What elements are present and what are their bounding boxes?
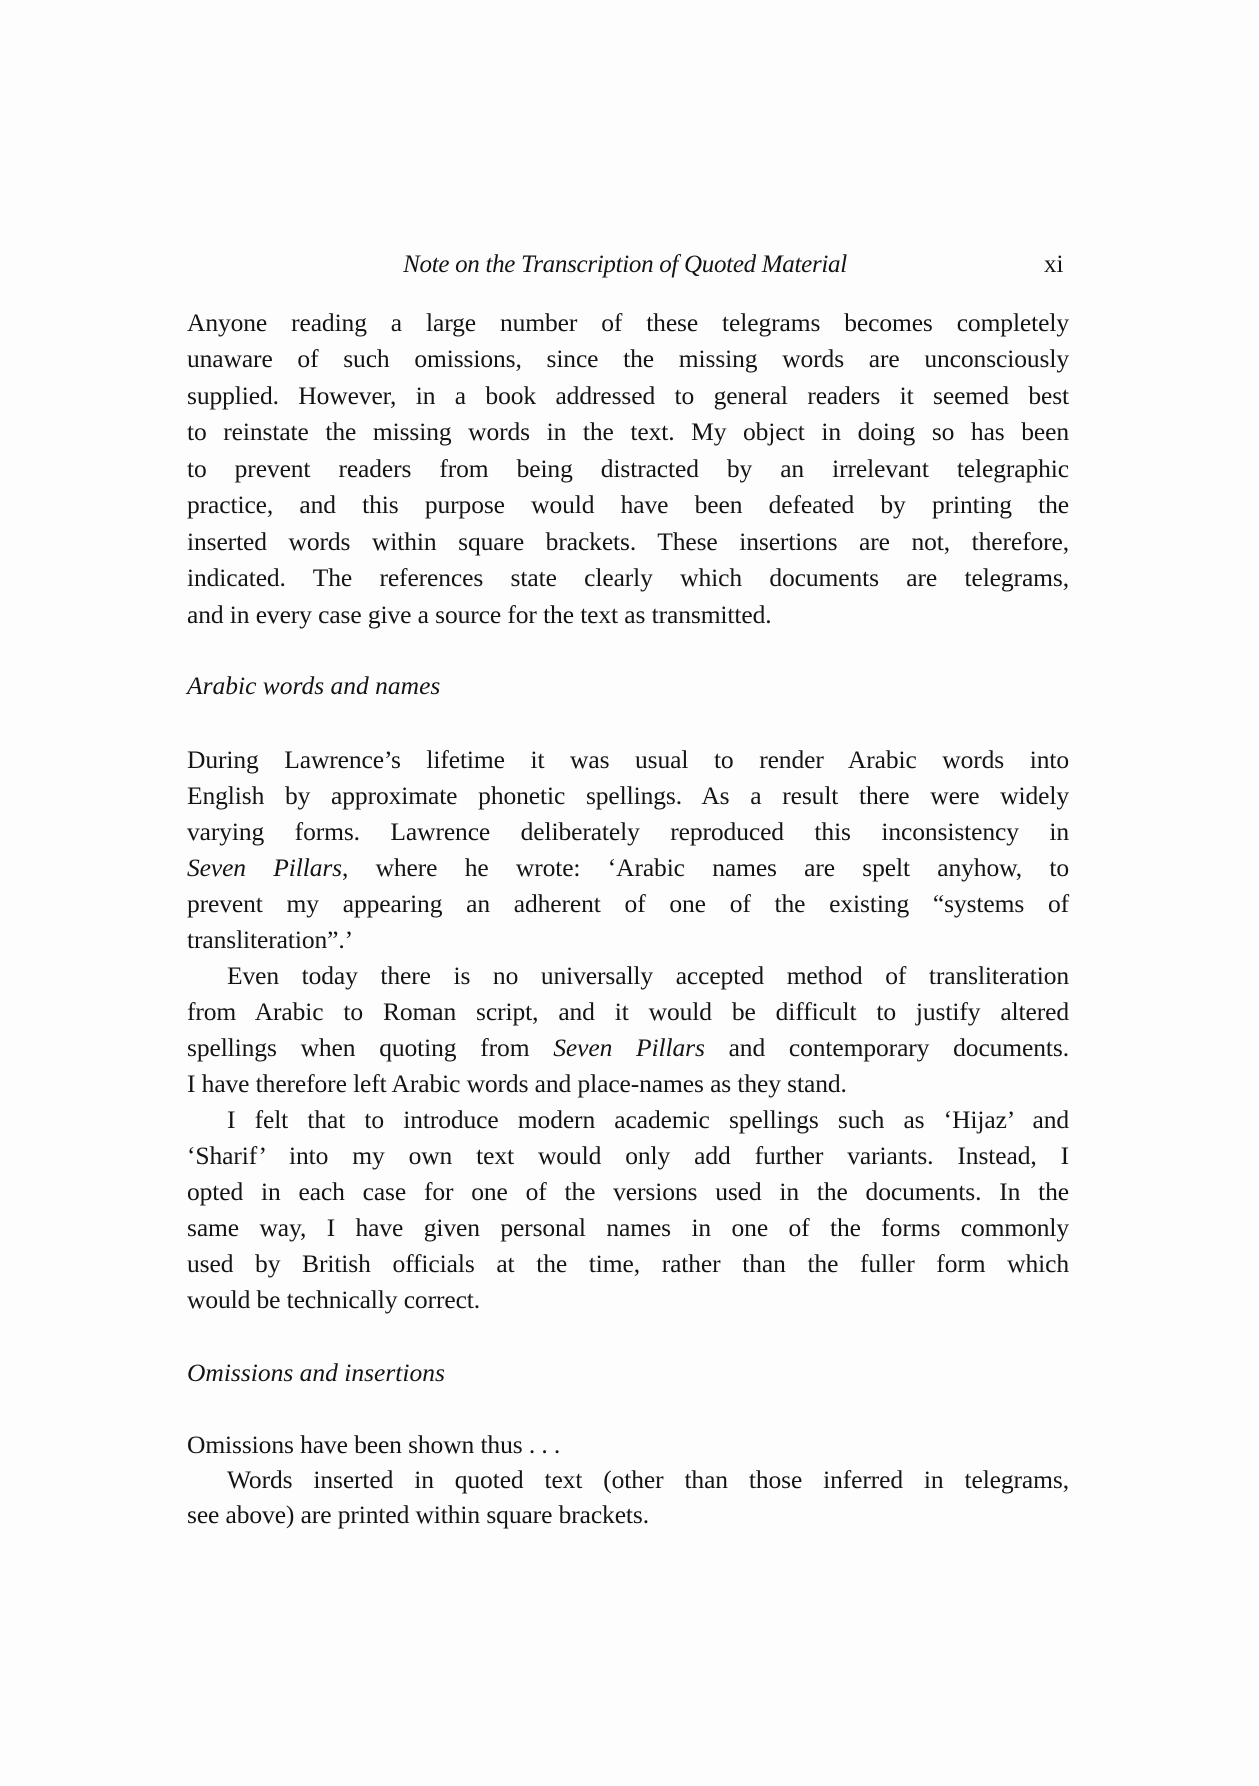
body-line-text: , where he wrote: ‘Arabic names are spelt anyhow, to xyxy=(342,853,1069,882)
body-line: varying forms. Lawrence deliberately reproduced this inconsistency in xyxy=(187,817,1069,846)
body-line xyxy=(187,853,1069,883)
body-line: used by British officials at the time, rather than the fuller form which xyxy=(187,1249,1069,1278)
body-line: Anyone reading a large number of these telegrams becomes completely xyxy=(187,308,1069,337)
body-line: indicated. The references state clearly which documents are telegrams, xyxy=(187,563,1069,592)
body-line: from Arabic to Roman script, and it would be difficult to justify altered xyxy=(187,997,1069,1026)
body-line: opted in each case for one of the versions used in the documents. In the xyxy=(187,1177,1069,1206)
section-heading-omissions: Omissions and insertions xyxy=(187,1358,445,1387)
body-line: unaware of such omissions, since the missing words are unconsciously xyxy=(187,344,1069,373)
running-header-title: Note on the Transcription of Quoted Material xyxy=(403,251,847,278)
body-line: Omissions have been shown thus . . . xyxy=(187,1430,561,1459)
body-line: would be technically correct. xyxy=(187,1285,481,1314)
body-line: ‘Sharif’ into my own text would only add further variants. Instead, I xyxy=(187,1141,1069,1170)
section-heading-arabic-words: Arabic words and names xyxy=(187,671,441,700)
body-line: and in every case give a source for the text as transmitted. xyxy=(187,600,772,629)
body-line xyxy=(187,1033,1069,1063)
body-line: prevent my appearing an adherent of one of the existing “systems of xyxy=(187,889,1069,918)
body-line-text: and contemporary documents. xyxy=(704,1033,1069,1062)
body-line: transliteration”.’ xyxy=(187,925,354,954)
body-line: supplied. However, in a book addressed to general readers it seemed best xyxy=(187,381,1069,410)
body-line: inserted words within square brackets. These insertions are not, therefore, xyxy=(187,527,1069,556)
body-line-text: spellings when quoting from xyxy=(187,1033,554,1062)
book-title-seven-pillars: Seven Pillars xyxy=(187,853,342,882)
body-line: I felt that to introduce modern academic spellings such as ‘Hijaz’ and xyxy=(227,1105,1069,1134)
body-line: see above) are printed within square brackets. xyxy=(187,1500,649,1529)
body-line: Even today there is no universally accepted method of transliteration xyxy=(227,961,1069,990)
body-line: to prevent readers from being distracted by an irrelevant telegraphic xyxy=(187,454,1069,483)
body-line: same way, I have given personal names in one of the forms commonly xyxy=(187,1213,1069,1242)
body-line: Words inserted in quoted text (other than those inferred in telegrams, xyxy=(227,1465,1069,1494)
body-line: to reinstate the missing words in the text. My object in doing so has been xyxy=(187,417,1069,446)
body-line: During Lawrence’s lifetime it was usual to render Arabic words into xyxy=(187,745,1069,774)
body-line: practice, and this purpose would have been defeated by printing the xyxy=(187,490,1069,519)
body-line: English by approximate phonetic spellings. As a result there were widely xyxy=(187,781,1069,810)
book-title-seven-pillars: Seven Pillars xyxy=(553,1033,705,1062)
body-line: I have therefore left Arabic words and place-names as they stand. xyxy=(187,1069,847,1098)
page-number: xi xyxy=(1044,251,1064,278)
